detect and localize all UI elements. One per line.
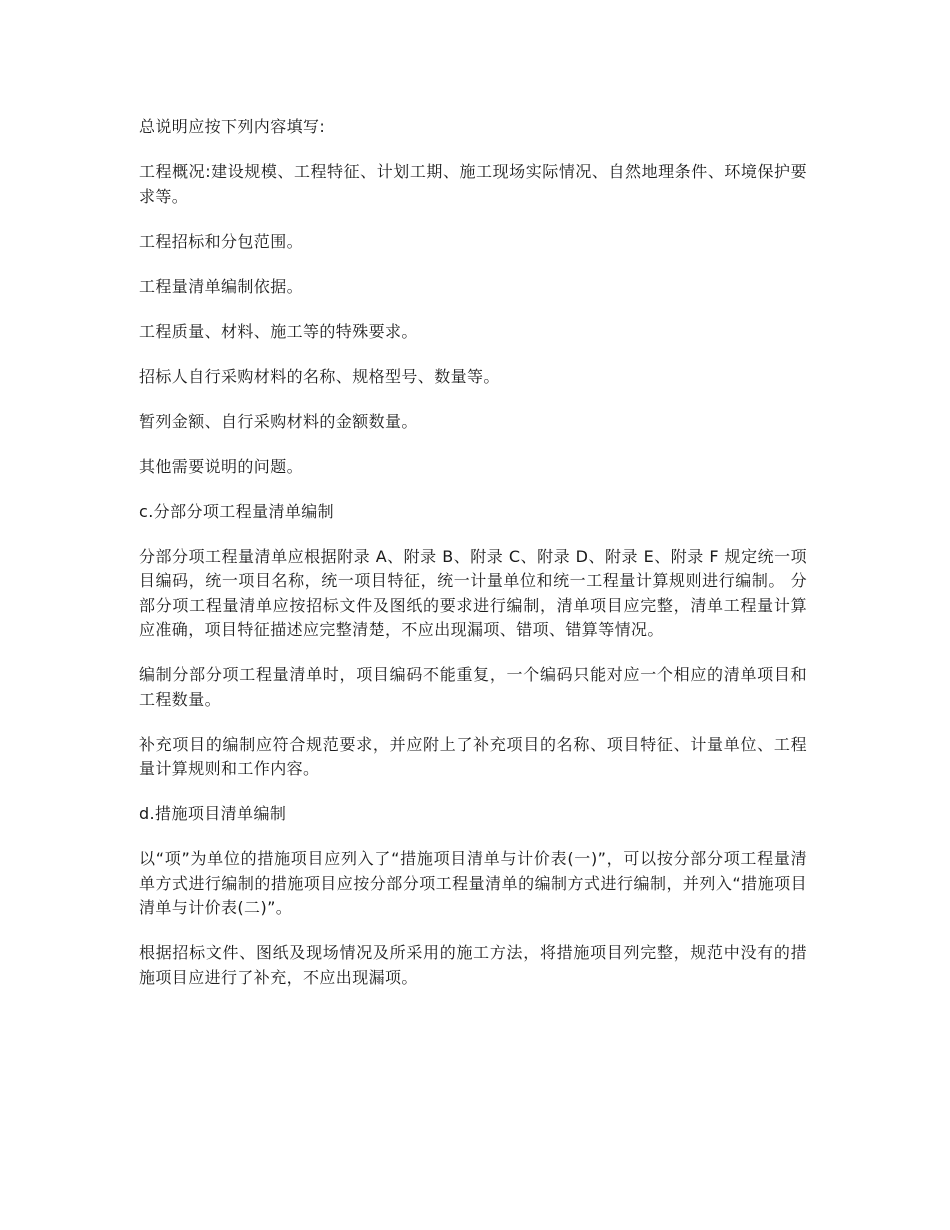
paragraph: 分部分项工程量清单应根据附录 A、附录 B、附录 C、附录 D、附录 E、附录 F 规定统一项目编码，统一项目名称，统一项目特征，统一计量单位和统一工程量计算规则进行编制。 分部分项工程量清单应按招标文件及图纸的要求进行编制，清单项目应完整，清单工程量计算应准确，项目特征描述应完整清楚，不应出现漏项、错项、错算等情况。 bbox=[139, 546, 807, 639]
paragraph: 工程质量、材料、施工等的特殊要求。 bbox=[139, 321, 418, 341]
paragraph: 编制分部分项工程量清单时，项目编码不能重复，一个编码只能对应一个相应的清单项目和工程数量。 bbox=[139, 665, 807, 709]
paragraph: 工程量清单编制依据。 bbox=[139, 276, 304, 296]
paragraph: 其他需要说明的问题。 bbox=[139, 456, 304, 476]
paragraph: 工程概况:建设规模、工程特征、计划工期、施工现场实际情况、自然地理条件、环境保护要求等。 bbox=[139, 162, 807, 206]
section-heading: c.分部分项工程量清单编制 bbox=[139, 501, 335, 521]
paragraph: 根据招标文件、图纸及现场情况及所采用的施工方法，将措施项目列完整，规范中没有的措施项目应进行了补充，不应出现漏项。 bbox=[139, 943, 807, 987]
paragraph: 工程招标和分包范围。 bbox=[139, 231, 304, 251]
section-heading: d.措施项目清单编制 bbox=[139, 804, 287, 823]
paragraph: 补充项目的编制应符合规范要求，并应附上了补充项目的名称、项目特征、计量单位、工程量计算规则和工作内容。 bbox=[139, 734, 807, 778]
paragraph: 以“项”为单位的措施项目应列入了“措施项目清单与计价表(一)”，可以按分部分项工程量清单方式进行编制的措施项目应按分部分项工程量清单的编制方式进行编制，并列入“措施项目清单与计价表(二)”。 bbox=[139, 849, 807, 917]
paragraph: 总说明应按下列内容填写: bbox=[139, 117, 326, 136]
document-page bbox=[139, 115, 807, 1011]
paragraph: 暂列金额、自行采购材料的金额数量。 bbox=[139, 411, 418, 431]
paragraph: 招标人自行采购材料的名称、规格型号、数量等。 bbox=[139, 366, 500, 386]
